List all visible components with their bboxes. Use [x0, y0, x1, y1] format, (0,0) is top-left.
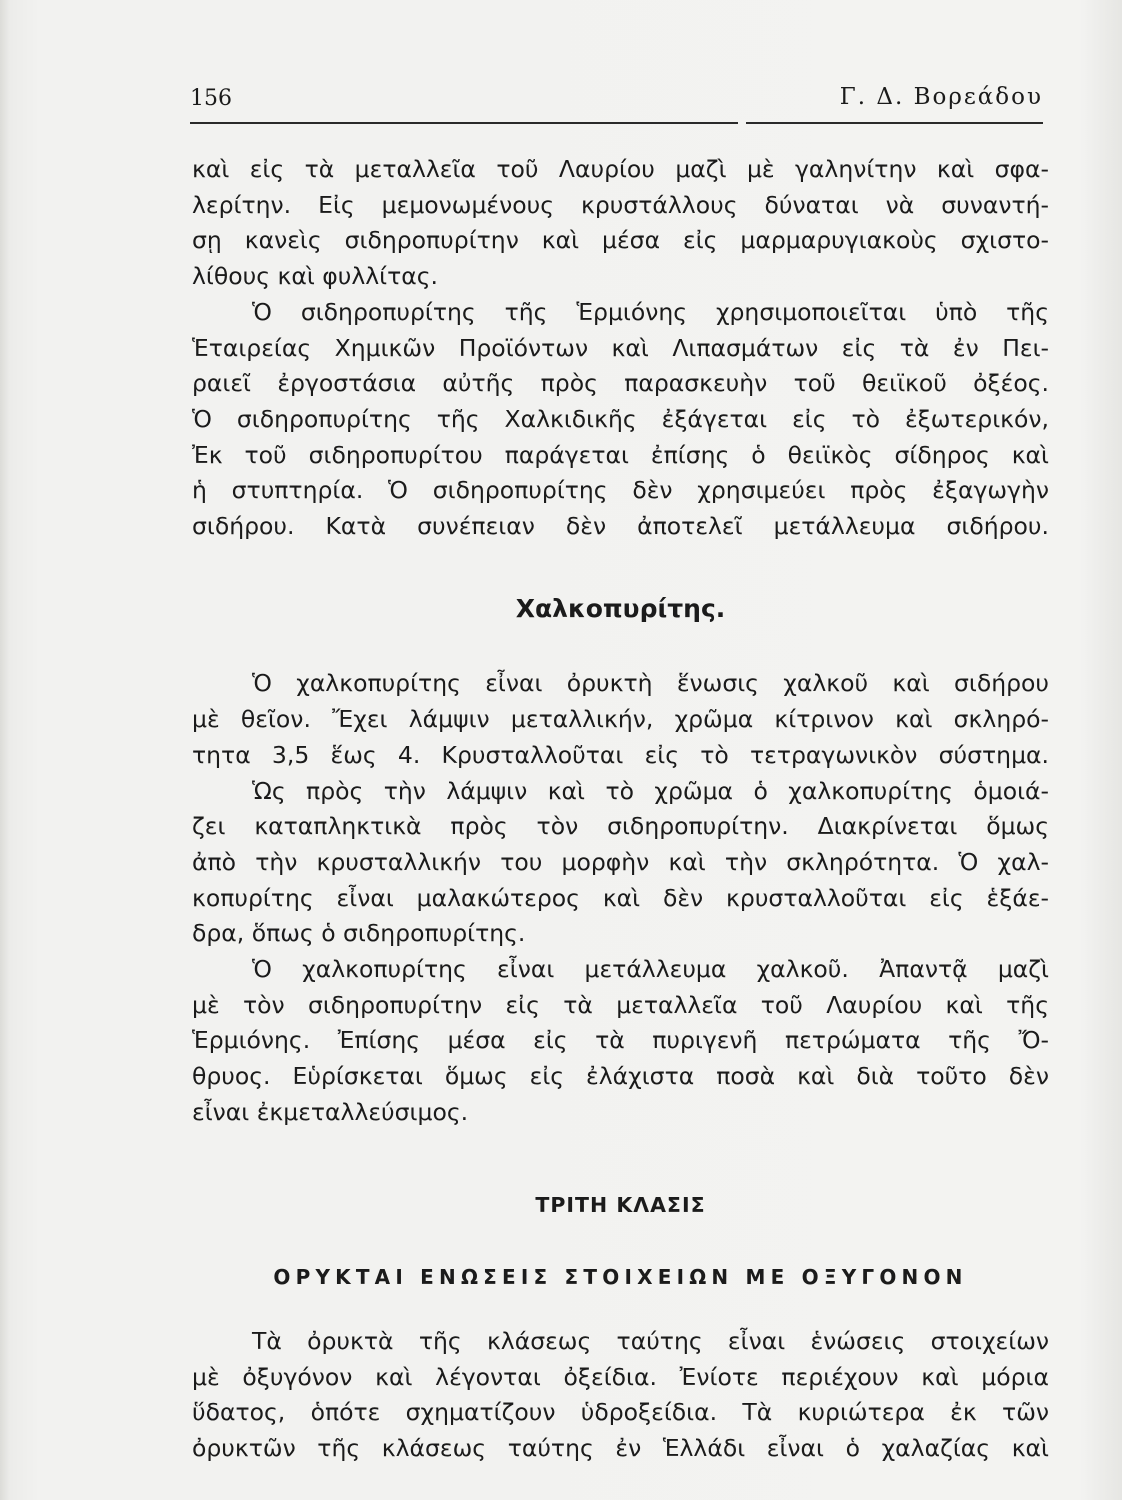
paragraph-continuation — [192, 152, 1049, 295]
text-line: σῃ κανεὶς σιδηροπυρίτην καὶ μέσα εἰς μαρμαρυγιακοὺς σχιστο- — [192, 226, 1049, 255]
text-line: μὲ ὀξυγόνον καὶ λέγονται ὀξείδια. Ἐνίοτε περιέχουν καὶ μόρια — [192, 1362, 1049, 1391]
text-line: καὶ εἰς τὰ μεταλλεῖα τοῦ Λαυρίου μαζὶ μὲ γαληνίτην καὶ σφα- — [192, 155, 1049, 183]
text-line: θρυος. Εὑρίσκεται ὅμως εἰς ἐλάχιστα ποσὰ καὶ διὰ τοῦτο δὲν — [192, 1062, 1049, 1091]
text-line: κοπυρίτης εἶναι μαλακώτερος καὶ δὲν κρυσταλλοῦται εἰς ἑξάε- — [192, 883, 1049, 912]
text-line: Ὁ σιδηροπυρίτης τῆς Ἑρμιόνης χρησιμοποιεῖται ὑπὸ τῆς — [252, 297, 1049, 326]
paragraph-chalcopyrite-definition — [192, 666, 1049, 773]
class-heading: ΤΡΙΤΗ ΚΛΑΣΙΣ — [535, 1192, 706, 1217]
page-header — [190, 84, 1043, 124]
section-heading-chalcopyrite: Χαλκοπυρίτης. — [515, 593, 726, 623]
text-line: σιδήρου. Κατὰ συνέπειαν δὲν ἀποτελεῖ μετάλλευμα σιδήρου. — [192, 512, 1049, 541]
page-number: 156 — [190, 86, 232, 111]
text-line: Ὁ χαλκοπυρίτης εἶναι ὀρυκτὴ ἕνωσις χαλκοῦ καὶ σιδήρου — [252, 669, 1049, 698]
text-line: Ἑρμιόνης. Ἐπίσης μέσα εἰς τὰ πυριγενῆ πετρώματα τῆς Ὄ- — [192, 1026, 1049, 1055]
text-line: Ὁ σιδηροπυρίτης τῆς Χαλκιδικῆς ἐξάγεται εἰς τὸ ἐξωτερικόν, — [192, 404, 1049, 433]
text-line: λερίτην. Εἰς μεμονωμένους κρυστάλλους δύναται νὰ συναντή- — [192, 190, 1049, 219]
text-line: μὲ τὸν σιδηροπυρίτην εἰς τὰ μεταλλεῖα τοῦ Λαυρίου καὶ τῆς — [192, 990, 1049, 1019]
text-line: Ἐκ τοῦ σιδηροπυρίτου παράγεται ἐπίσης ὁ θειϊκὸς σίδηρος καὶ — [192, 440, 1049, 469]
text-line: ραιεῖ ἐργοστάσια αὐτῆς πρὸς παρασκευὴν τοῦ θειϊκοῦ ὀξέος. — [192, 369, 1049, 398]
text-line: ἀπὸ τὴν κρυσταλλικήν του μορφὴν καὶ τὴν σκληρότητα. Ὁ χαλ- — [192, 847, 1049, 876]
text-line: Τὰ ὀρυκτὰ τῆς κλάσεως ταύτης εἶναι ἑνώσεις στοιχείων — [252, 1326, 1049, 1355]
text-line: Ὁ χαλκοπυρίτης εἶναι μετάλλευμα χαλκοῦ. Ἀπαντᾷ μαζὶ — [252, 955, 1049, 984]
page-body — [192, 152, 1049, 1467]
text-line: τητα 3,5 ἕως 4. Κρυσταλλοῦται εἰς τὸ τετραγωνικὸν σύστημα. — [192, 740, 1049, 769]
class-subtitle: ΟΡΥΚΤΑΙ ΕΝΩΣΕΙΣ ΣΤΟΙΧΕΙΩΝ ΜΕ ΟΞΥΓΟΝΟΝ — [273, 1265, 968, 1290]
text-line: λίθους καὶ φυλλίτας. — [192, 262, 439, 291]
paragraph-pyrite-uses — [192, 295, 1049, 545]
paragraph-oxides — [192, 1324, 1049, 1467]
text-line: ὀρυκτῶν τῆς κλάσεως ταύτης ἐν Ἑλλάδι εἶναι ὁ χαλαζίας καὶ — [192, 1434, 1049, 1463]
text-line: Ὡς πρὸς τὴν λάμψιν καὶ τὸ χρῶμα ὁ χαλκοπυρίτης ὁμοιά- — [252, 776, 1049, 805]
paragraph-chalcopyrite-comparison — [192, 774, 1049, 953]
paragraph-chalcopyrite-occurrence — [192, 952, 1049, 1131]
text-line: ζει καταπληκτικὰ πρὸς τὸν σιδηροπυρίτην. Διακρίνεται ὅμως — [192, 812, 1049, 841]
header-rule-left — [190, 122, 738, 124]
text-line: δρα, ὅπως ὁ σιδηροπυρίτης. — [192, 919, 526, 948]
text-line: μὲ θεῖον. Ἔχει λάμψιν μεταλλικήν, χρῶμα κίτρινον καὶ σκληρό- — [192, 705, 1049, 734]
text-line: Ἑταιρείας Χημικῶν Προϊόντων καὶ Λιπασμάτων εἰς τὰ ἐν Πει- — [192, 333, 1049, 362]
header-rule-right — [746, 122, 1043, 124]
running-head: Γ. Δ. Βορεάδου — [839, 84, 1043, 110]
text-line: εἶναι ἐκμεταλλεύσιμος. — [192, 1097, 469, 1126]
text-line: ὕδατος, ὁπότε σχηματίζουν ὑδροξείδια. Τὰ κυριώτερα ἐκ τῶν — [192, 1398, 1049, 1427]
text-line: ἡ στυπτηρία. Ὁ σιδηροπυρίτης δὲν χρησιμεύει πρὸς ἐξαγωγὴν — [192, 476, 1049, 505]
